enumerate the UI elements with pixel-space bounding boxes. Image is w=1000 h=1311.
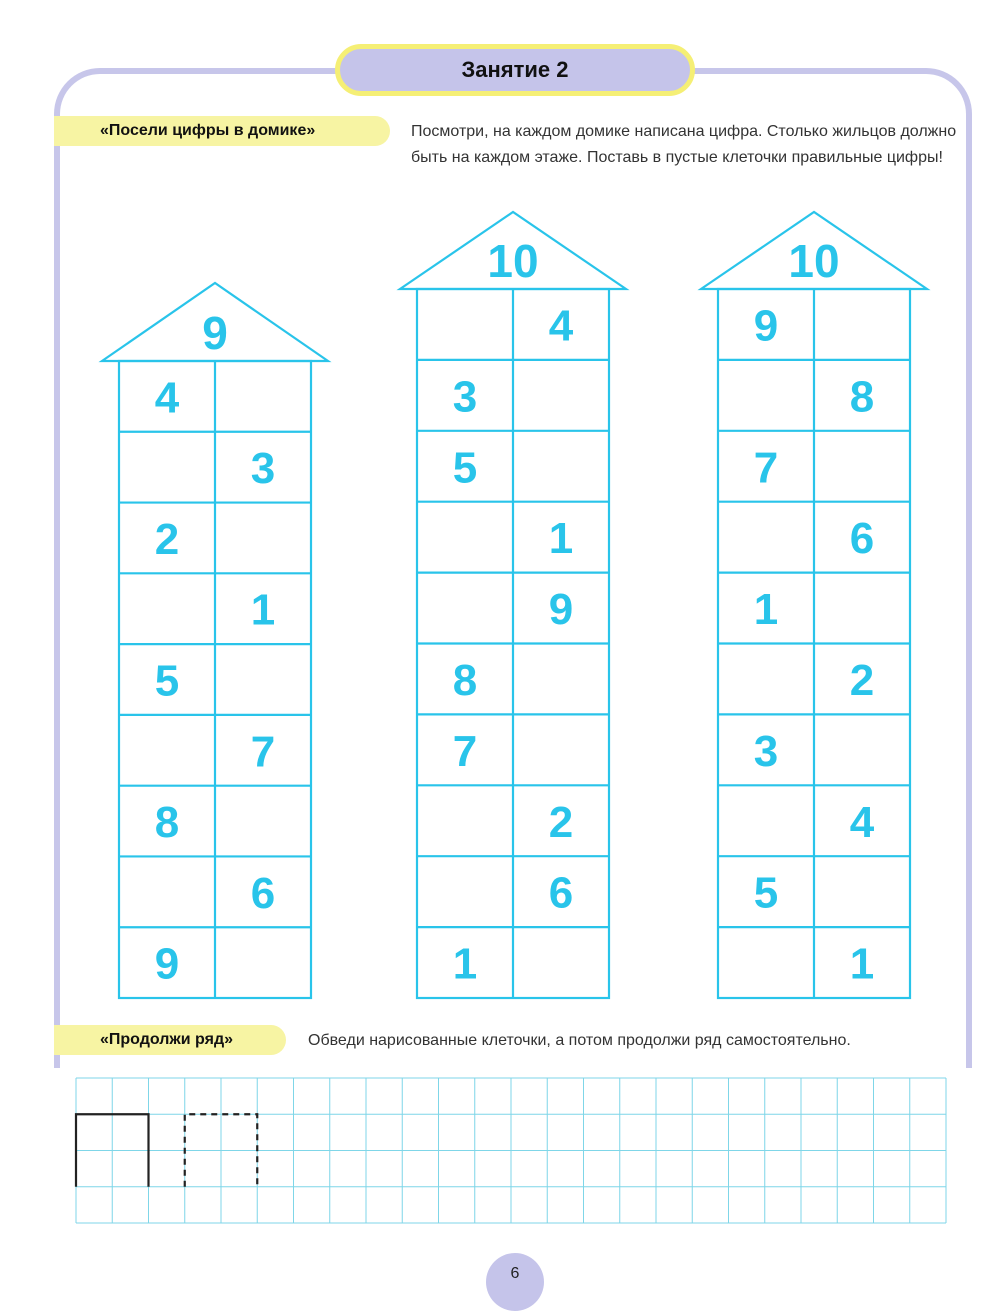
floor-number: 6 <box>548 868 574 918</box>
floor-number: 6 <box>849 514 875 564</box>
floor-number: 6 <box>250 868 276 918</box>
task1-label: «Посели цифры в домике» <box>54 116 390 146</box>
floor-number: 2 <box>849 655 875 705</box>
floor-number: 7 <box>452 726 478 776</box>
floor-number: 1 <box>849 939 875 989</box>
floor-number: 9 <box>753 301 779 351</box>
floor-number: 8 <box>154 798 180 848</box>
roof-number: 10 <box>788 235 840 287</box>
floor-number: 1 <box>753 585 779 635</box>
grid-lines <box>76 1078 946 1223</box>
floor-number: 3 <box>753 726 779 776</box>
floor-number: 5 <box>753 868 779 918</box>
floor-number: 1 <box>250 585 276 635</box>
roof-number: 9 <box>202 307 228 359</box>
task2-label: «Продолжи ряд» <box>54 1025 286 1055</box>
floor-number: 5 <box>154 656 180 706</box>
floor-number: 8 <box>849 372 875 422</box>
floor-number: 2 <box>548 797 574 847</box>
floor-number: 1 <box>452 939 478 989</box>
floor-number: 3 <box>452 372 478 422</box>
lesson-title: Занятие 2 <box>335 44 695 96</box>
floor-number: 4 <box>154 373 180 423</box>
roof-number: 10 <box>487 235 539 287</box>
floor-number: 3 <box>250 444 276 494</box>
floor-number: 7 <box>753 443 779 493</box>
floor-number: 8 <box>452 655 478 705</box>
floor-number: 4 <box>548 301 574 351</box>
page-number: 6 <box>486 1253 544 1311</box>
task1-instruction: Посмотри, на каждом домике написана цифра. Столько жильцов должно быть на каждом этаже. Поставь в пустые клеточки правильные цифры! <box>411 123 957 166</box>
floor-number: 4 <box>849 797 875 847</box>
floor-number: 1 <box>548 514 574 564</box>
floor-number: 9 <box>154 939 180 989</box>
floor-number: 2 <box>154 514 180 564</box>
task2-instruction: Обведи нарисованные клеточки, а потом продолжи ряд самостоятельно. <box>308 1032 851 1049</box>
floor-number: 5 <box>452 443 478 493</box>
floor-number: 7 <box>250 727 276 777</box>
floor-number: 9 <box>548 585 574 635</box>
